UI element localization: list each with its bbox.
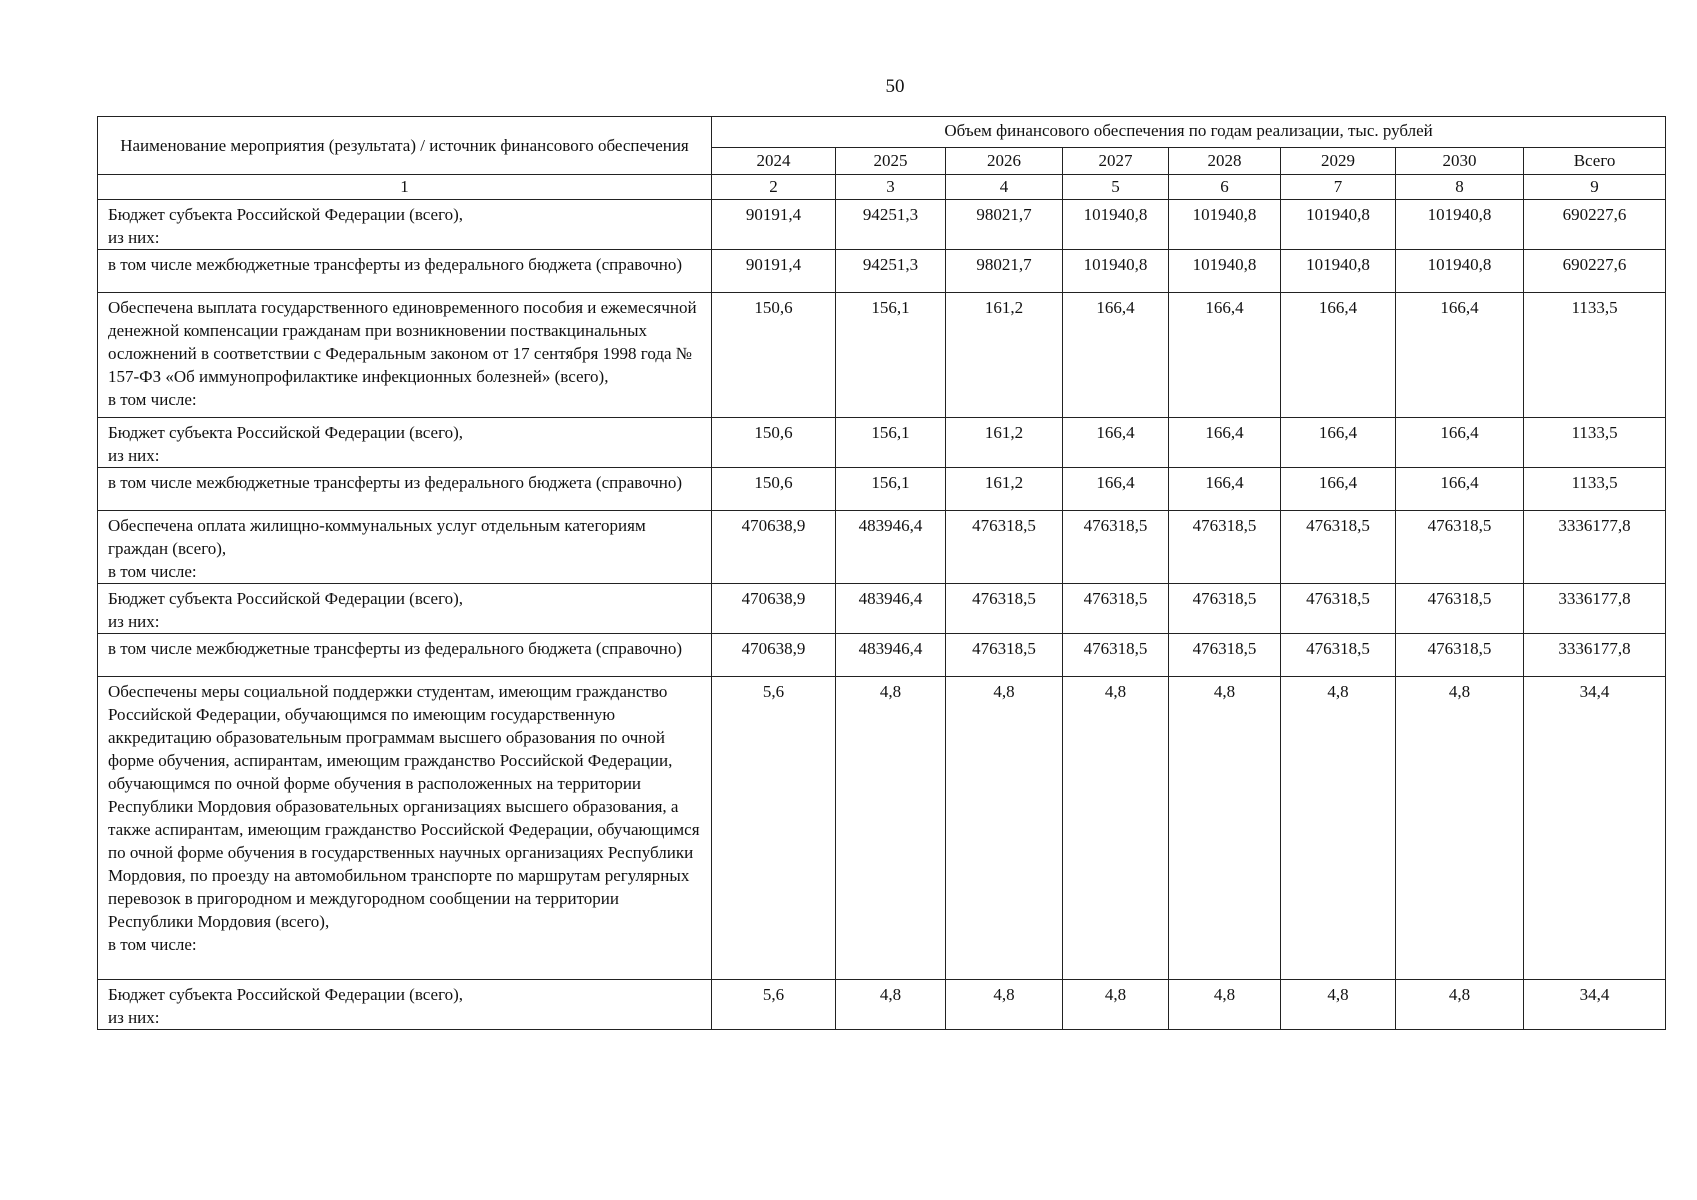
table-row (98, 200, 1666, 250)
row-value: 166,4 (1396, 293, 1524, 418)
row-value: 90191,4 (712, 200, 836, 250)
row-name: Бюджет субъекта Российской Федерации (всего), из них: (98, 418, 712, 468)
row-value: 690227,6 (1524, 200, 1666, 250)
year-header: Всего (1524, 148, 1666, 175)
row-value: 166,4 (1169, 293, 1281, 418)
column-number: 5 (1063, 175, 1169, 200)
row-value: 470638,9 (712, 584, 836, 634)
row-value: 166,4 (1063, 293, 1169, 418)
row-name: Обеспечена выплата государственного единовременного пособия и ежемесячной денежной компенсации гражданам при возникновении поствакцинальных осложнений в соответствии с Федеральным законом от 17 сентября 1998 года № 157-ФЗ «Об иммунопрофилактике инфекционных болезней» (всего), в том числе: (98, 293, 712, 418)
row-value: 150,6 (712, 468, 836, 511)
year-header: 2030 (1396, 148, 1524, 175)
row-value: 476318,5 (946, 634, 1063, 677)
row-value: 101940,8 (1063, 200, 1169, 250)
year-header: 2027 (1063, 148, 1169, 175)
page-number: 50 (885, 76, 905, 97)
column-number: 1 (98, 175, 712, 200)
row-value: 483946,4 (836, 634, 946, 677)
financing-table (97, 116, 1666, 1030)
row-value: 476318,5 (1281, 634, 1396, 677)
row-value: 156,1 (836, 468, 946, 511)
row-value: 476318,5 (1396, 511, 1524, 584)
row-value: 483946,4 (836, 584, 946, 634)
row-value: 4,8 (946, 980, 1063, 1030)
row-value: 476318,5 (946, 511, 1063, 584)
row-value: 161,2 (946, 293, 1063, 418)
row-value: 156,1 (836, 293, 946, 418)
funding-group-header: Объем финансового обеспечения по годам реализации, тыс. рублей (712, 117, 1666, 148)
column-number: 3 (836, 175, 946, 200)
row-value: 476318,5 (1063, 584, 1169, 634)
row-value: 5,6 (712, 980, 836, 1030)
table-row (98, 418, 1666, 468)
table-row (98, 634, 1666, 677)
row-value: 101940,8 (1169, 200, 1281, 250)
row-value: 34,4 (1524, 677, 1666, 980)
year-header: 2028 (1169, 148, 1281, 175)
row-value: 3336177,8 (1524, 511, 1666, 584)
row-value: 166,4 (1169, 418, 1281, 468)
row-value: 166,4 (1281, 468, 1396, 511)
row-value: 101940,8 (1396, 250, 1524, 293)
row-value: 166,4 (1063, 418, 1169, 468)
row-value: 34,4 (1524, 980, 1666, 1030)
row-value: 101940,8 (1169, 250, 1281, 293)
row-name: в том числе межбюджетные трансферты из федерального бюджета (справочно) (98, 468, 712, 511)
row-name: Обеспечены меры социальной поддержки студентам, имеющим гражданство Российской Федерации, обучающимся по имеющим государственную аккредитацию образовательным программам высшего образования по очной форме обучения, аспирантам, имеющим гражданство Российской Федерации, обучающимся по очной форме обучения в расположенных на территории Республики Мордовия образовательных организациях высшего образования, а также аспирантам, имеющим гражданство Российской Федерации, обучающимся по очной форме обучения в государственных научных организациях Республики Мордовия, по проезду на автомобильном транспорте по маршрутам регулярных перевозок в пригородном и междугородном сообщении на территории Республики Мордовия (всего), в том числе: (98, 677, 712, 980)
row-value: 4,8 (1396, 980, 1524, 1030)
column-number: 4 (946, 175, 1063, 200)
row-value: 98021,7 (946, 200, 1063, 250)
year-header: 2024 (712, 148, 836, 175)
row-value: 166,4 (1396, 418, 1524, 468)
row-name: в том числе межбюджетные трансферты из федерального бюджета (справочно) (98, 634, 712, 677)
row-value: 476318,5 (1169, 634, 1281, 677)
row-value: 166,4 (1169, 468, 1281, 511)
row-value: 476318,5 (946, 584, 1063, 634)
row-value: 476318,5 (1169, 511, 1281, 584)
row-value: 4,8 (1396, 677, 1524, 980)
row-value: 4,8 (1063, 677, 1169, 980)
table-row (98, 677, 1666, 980)
row-value: 161,2 (946, 418, 1063, 468)
row-value: 101940,8 (1063, 250, 1169, 293)
row-value: 4,8 (1281, 677, 1396, 980)
row-value: 476318,5 (1396, 584, 1524, 634)
row-value: 690227,6 (1524, 250, 1666, 293)
row-value: 476318,5 (1169, 584, 1281, 634)
column-number: 9 (1524, 175, 1666, 200)
row-value: 476318,5 (1063, 511, 1169, 584)
row-value: 150,6 (712, 418, 836, 468)
row-value: 470638,9 (712, 511, 836, 584)
row-value: 476318,5 (1281, 584, 1396, 634)
row-value: 4,8 (836, 980, 946, 1030)
row-value: 98021,7 (946, 250, 1063, 293)
name-column-header: Наименование мероприятия (результата) / источник финансового обеспечения (98, 117, 712, 175)
row-value: 4,8 (1063, 980, 1169, 1030)
row-value: 1133,5 (1524, 418, 1666, 468)
row-value: 166,4 (1281, 418, 1396, 468)
row-value: 4,8 (1169, 677, 1281, 980)
row-value: 101940,8 (1281, 200, 1396, 250)
column-number: 7 (1281, 175, 1396, 200)
year-header: 2029 (1281, 148, 1396, 175)
row-name: в том числе межбюджетные трансферты из федерального бюджета (справочно) (98, 250, 712, 293)
row-value: 166,4 (1396, 468, 1524, 511)
row-value: 166,4 (1281, 293, 1396, 418)
column-number: 2 (712, 175, 836, 200)
row-value: 90191,4 (712, 250, 836, 293)
row-value: 166,4 (1063, 468, 1169, 511)
row-value: 94251,3 (836, 250, 946, 293)
row-value: 476318,5 (1063, 634, 1169, 677)
row-value: 4,8 (1169, 980, 1281, 1030)
row-value: 3336177,8 (1524, 584, 1666, 634)
row-name: Обеспечена оплата жилищно-коммунальных услуг отдельным категориям граждан (всего), в том числе: (98, 511, 712, 584)
row-value: 94251,3 (836, 200, 946, 250)
column-number: 6 (1169, 175, 1281, 200)
row-value: 470638,9 (712, 634, 836, 677)
row-value: 101940,8 (1396, 200, 1524, 250)
row-value: 4,8 (946, 677, 1063, 980)
table-row (98, 980, 1666, 1030)
year-header: 2025 (836, 148, 946, 175)
year-header: 2026 (946, 148, 1063, 175)
row-value: 5,6 (712, 677, 836, 980)
row-name: Бюджет субъекта Российской Федерации (всего), из них: (98, 980, 712, 1030)
row-value: 150,6 (712, 293, 836, 418)
table-row (98, 584, 1666, 634)
column-number: 8 (1396, 175, 1524, 200)
table-row (98, 293, 1666, 418)
row-value: 161,2 (946, 468, 1063, 511)
table-row (98, 511, 1666, 584)
row-value: 4,8 (836, 677, 946, 980)
row-value: 3336177,8 (1524, 634, 1666, 677)
row-value: 4,8 (1281, 980, 1396, 1030)
row-name: Бюджет субъекта Российской Федерации (всего), из них: (98, 200, 712, 250)
row-value: 476318,5 (1281, 511, 1396, 584)
row-value: 1133,5 (1524, 293, 1666, 418)
row-name: Бюджет субъекта Российской Федерации (всего), из них: (98, 584, 712, 634)
row-value: 476318,5 (1396, 634, 1524, 677)
row-value: 156,1 (836, 418, 946, 468)
row-value: 1133,5 (1524, 468, 1666, 511)
row-value: 483946,4 (836, 511, 946, 584)
table-row (98, 468, 1666, 511)
table-row (98, 250, 1666, 293)
row-value: 101940,8 (1281, 250, 1396, 293)
